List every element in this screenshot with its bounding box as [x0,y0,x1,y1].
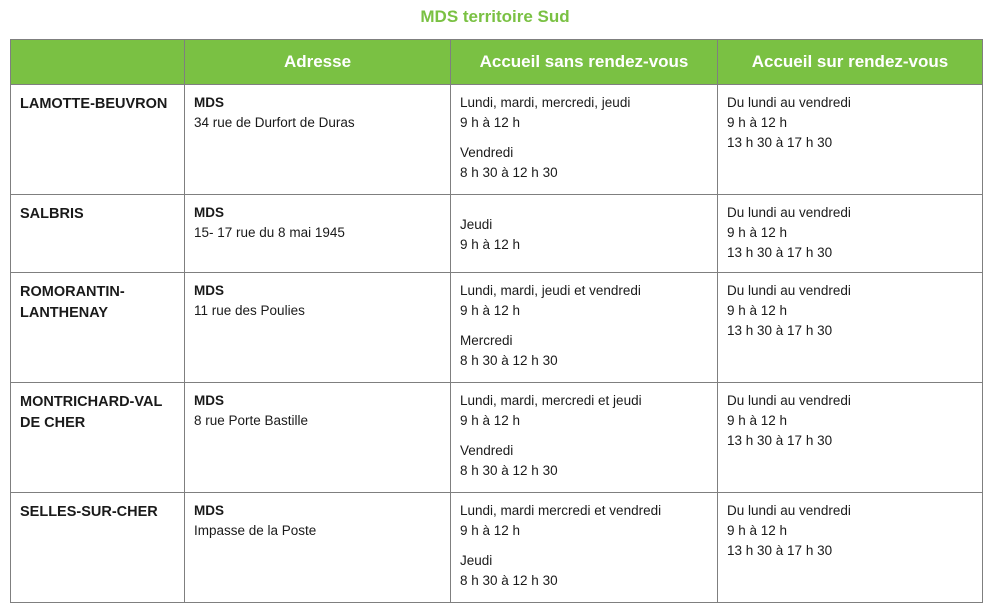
address-text: 8 rue Porte Bastille [194,413,309,428]
city-cell [11,493,185,603]
mds-label: MDS [194,205,224,220]
table-row [11,85,983,195]
header-address: Adresse [185,40,451,85]
walk-in-hours: 8 h 30 à 12 h 30 [460,573,558,588]
walk-in-hours: 8 h 30 à 12 h 30 [460,353,558,368]
address-text: 11 rue des Poulies [194,303,305,318]
appointment-cell [718,383,983,493]
appointment-cell [718,195,983,273]
walk-in-cell [451,195,718,273]
city-name: SALBRIS [20,206,84,222]
appointment-cell [718,273,983,383]
city-name: SELLES-SUR-CHER [20,504,158,520]
appointment-cell [718,85,983,195]
walk-in-cell [451,383,718,493]
walk-in-hours: 9 h à 12 h [460,115,521,130]
city-cell [11,195,185,273]
address-text: 34 rue de Durfort de Duras [194,115,355,130]
appointment-days: Du lundi au vendredi [727,205,851,220]
walk-in-cell [451,85,718,195]
walk-in-hours: 9 h à 12 h [460,413,521,428]
table-header-row [11,40,983,85]
city-name-line: LANTHENAY [20,305,109,321]
walk-in-days: Lundi, mardi, jeudi et vendredi [460,283,641,298]
walk-in-cell [451,273,718,383]
walk-in-days: Mercredi [460,333,513,348]
appointment-days: Du lundi au vendredi [727,283,851,298]
address-text: Impasse de la Poste [194,523,317,538]
address-cell [185,85,451,195]
city-name-line: MONTRICHARD-VAL [20,394,163,410]
address-cell [185,493,451,603]
walk-in-days: Vendredi [460,145,514,160]
walk-in-hours: 9 h à 12 h [460,236,521,252]
city-cell [11,85,185,195]
table-row [11,195,983,273]
header-walk-in: Accueil sans rendez-vous [451,40,718,85]
appointment-afternoon: 13 h 30 à 17 h 30 [727,433,833,448]
city-name: LAMOTTE-BEUVRON [20,96,168,112]
address-cell [185,195,451,273]
appointment-morning: 9 h à 12 h [727,225,788,240]
mds-label: MDS [194,393,224,408]
appointment-morning: 9 h à 12 h [727,413,788,428]
city-name-line: DE CHER [20,415,86,431]
walk-in-hours: 9 h à 12 h [460,303,521,318]
walk-in-days: Jeudi [460,553,493,568]
appointment-afternoon: 13 h 30 à 17 h 30 [727,135,833,150]
appointment-afternoon: 13 h 30 à 17 h 30 [727,245,833,260]
header-city [11,40,185,85]
city-cell [11,383,185,493]
schedule-table [10,39,983,603]
walk-in-hours: 8 h 30 à 12 h 30 [460,463,558,478]
appointment-afternoon: 13 h 30 à 17 h 30 [727,543,833,558]
walk-in-days: Jeudi [460,216,493,232]
table-row [11,273,983,383]
walk-in-cell [451,493,718,603]
appointment-cell [718,493,983,603]
appointment-morning: 9 h à 12 h [727,523,788,538]
walk-in-days: Lundi, mardi, mercredi, jeudi [460,95,631,110]
walk-in-hours: 8 h 30 à 12 h 30 [460,165,558,180]
address-cell [185,273,451,383]
appointment-days: Du lundi au vendredi [727,95,851,110]
appointment-morning: 9 h à 12 h [727,115,788,130]
city-name-line: ROMORANTIN- [20,284,125,300]
address-cell [185,383,451,493]
table-row [11,383,983,493]
appointment-afternoon: 13 h 30 à 17 h 30 [727,323,833,338]
walk-in-days: Vendredi [460,443,514,458]
mds-label: MDS [194,503,224,518]
appointment-morning: 9 h à 12 h [727,303,788,318]
mds-label: MDS [194,95,224,110]
walk-in-days: Lundi, mardi, mercredi et jeudi [460,393,642,408]
city-cell [11,273,185,383]
walk-in-hours: 9 h à 12 h [460,523,521,538]
page-title: MDS territoire Sud [420,7,570,26]
table-row [11,493,983,603]
header-appointment: Accueil sur rendez-vous [718,40,983,85]
mds-label: MDS [194,283,224,298]
appointment-days: Du lundi au vendredi [727,503,851,518]
walk-in-days: Lundi, mardi mercredi et vendredi [460,503,662,518]
address-text: 15- 17 rue du 8 mai 1945 [194,225,345,240]
appointment-days: Du lundi au vendredi [727,393,851,408]
